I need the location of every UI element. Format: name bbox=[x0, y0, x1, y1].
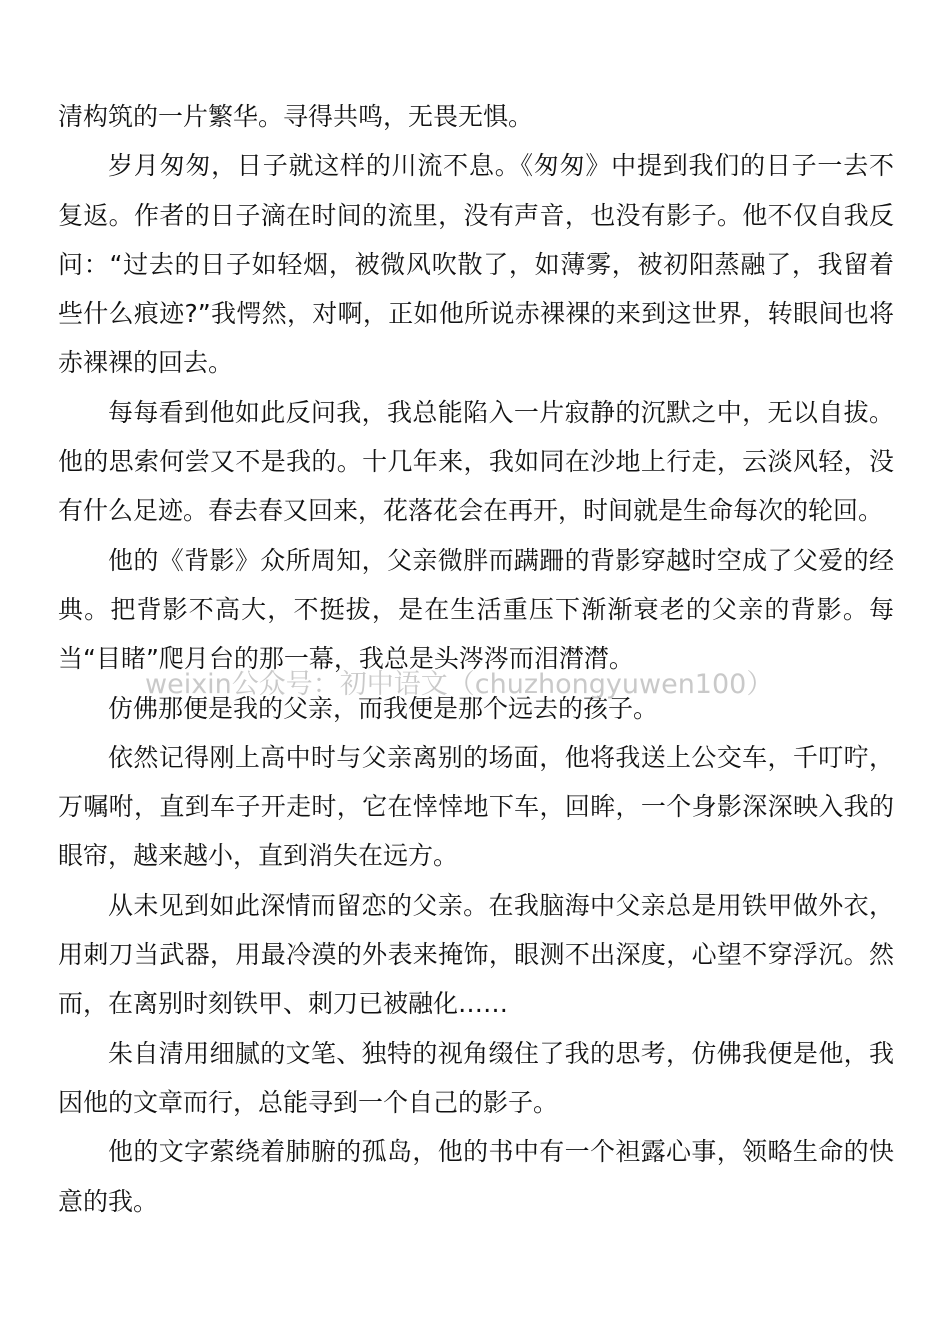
paragraph-6: 依然记得刚上高中时与父亲离别的场面，他将我送上公交车，千叮咛，万嘱咐，直到车子开走时，它在悻悻地下车，回眸，一个身影深深映入我的眼帘，越来越小，直到消失在远方。 bbox=[58, 742, 894, 871]
watermark-text: weixin公众号：初中语文（chuzhongyuwen100） bbox=[145, 669, 774, 700]
paragraph-7: 从未见到如此深情而留恋的父亲。在我脑海中父亲总是用铁甲做外衣，用刺刀当武器，用最冷漠的外表来掩饰，眼测不出深度，心望不穿浮沉。然而，在离别时刻铁甲、刺刀已被融化…… bbox=[58, 890, 894, 1019]
paragraph-4: 他的《背影》众所周知，父亲微胖而蹒跚的背影穿越时空成了父爱的经典。把背影不高大，不挺拔，是在生活重压下渐渐衰老的父亲的背影。每当“目睹”爬月台的那一幕，我总是头涔涔而泪潸潸。 bbox=[58, 545, 894, 674]
article-body bbox=[58, 92, 894, 1226]
paragraph-3: 每每看到他如此反问我，我总能陷入一片寂静的沉默之中，无以自拔。他的思索何尝又不是我的。十几年来，我如同在沙地上行走，云淡风轻，没有什么足迹。春去春又回来，花落花会在再开，时间就是生命每次的轮回。 bbox=[58, 397, 894, 526]
paragraph-5: 仿佛那便是我的父亲，而我便是那个远去的孩子。 bbox=[108, 693, 659, 723]
paragraph-9: 他的文字萦绕着肺腑的孤岛，他的书中有一个袒露心事，领略生命的快意的我。 bbox=[58, 1137, 894, 1216]
paragraph-2: 岁月匆匆，日子就这样的川流不息。《匆匆》中提到我们的日子一去不复返。作者的日子滴在时间的流里，没有声音，也没有影子。他不仅自我反问：“过去的日子如轻烟，被微风吹散了，如薄雾，被初阳蒸融了，我留着些什么痕迹?”我愕然，对啊，正如他所说赤裸裸的来到这世界，转眼间也将赤裸裸的回去。 bbox=[58, 151, 894, 378]
paragraph-8: 朱自清用细腻的文笔、独特的视角缀住了我的思考，仿佛我便是他，我因他的文章而行，总能寻到一个自己的影子。 bbox=[58, 1038, 894, 1117]
paragraph-1: 清构筑的一片繁华。寻得共鸣，无畏无惧。 bbox=[58, 102, 534, 131]
